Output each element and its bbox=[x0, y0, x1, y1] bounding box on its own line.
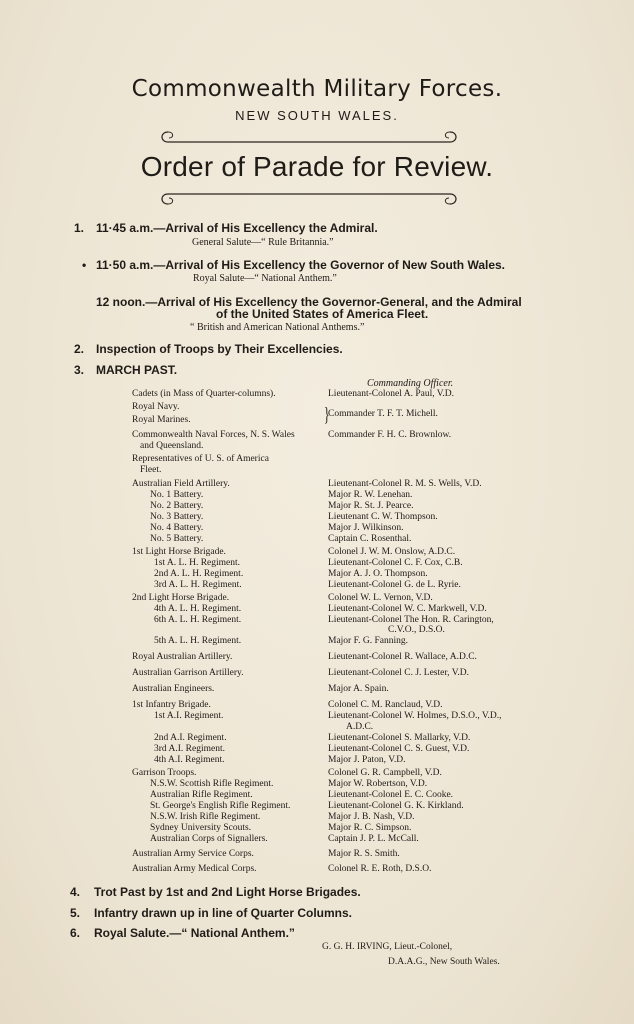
flourish-top bbox=[158, 128, 460, 146]
flourish-bottom bbox=[158, 190, 460, 208]
unit-row: 3rd A. L. H. Regiment. bbox=[154, 580, 242, 590]
arrival-admiral: 11·45 a.m.—Arrival of His Excellency the Admiral. bbox=[96, 221, 378, 235]
officer-row: A.D.C. bbox=[346, 722, 374, 732]
officer-row: Lieutenant-Colonel The Hon. R. Carington, bbox=[328, 615, 494, 625]
officer-row: Colonel W. L. Vernon, V.D. bbox=[328, 593, 433, 603]
item-number: 6. bbox=[70, 926, 81, 940]
officer-row: Major J. B. Nash, V.D. bbox=[328, 812, 415, 822]
unit-row: 1st A.I. Regiment. bbox=[154, 711, 224, 721]
officer-row: Lieutenant C. W. Thompson. bbox=[328, 512, 438, 522]
signature-title: D.A.A.G., New South Wales. bbox=[388, 957, 500, 967]
officer-row: Lieutenant-Colonel W. C. Markwell, V.D. bbox=[328, 604, 487, 614]
unit-row: No. 3 Battery. bbox=[150, 512, 204, 522]
officer-row: Colonel R. E. Roth, D.S.O. bbox=[328, 864, 432, 874]
officer-row: Lieutenant-Colonel R. M. S. Wells, V.D. bbox=[328, 479, 482, 489]
arrival-governor-general: 12 noon.—Arrival of His Excellency the Governor-General, and the Admiral bbox=[96, 295, 522, 309]
officer-row: Major R. St. J. Pearce. bbox=[328, 501, 414, 511]
unit-row: and Queensland. bbox=[140, 441, 204, 451]
officer-row: Lieutenant-Colonel C. F. Cox, C.B. bbox=[328, 558, 463, 568]
order-title: Order of Parade for Review. bbox=[140, 151, 494, 182]
signature-name: G. G. H. IRVING, Lieut.-Colonel, bbox=[322, 942, 453, 952]
item-march-past: MARCH PAST. bbox=[96, 363, 178, 377]
unit-row: Royal Marines. bbox=[132, 415, 191, 425]
salute-royal: Royal Salute—“ National Anthem.” bbox=[193, 273, 337, 284]
unit-row: N.S.W. Irish Rifle Regiment. bbox=[150, 812, 261, 822]
officer-row: Major R. S. Smith. bbox=[328, 849, 400, 859]
item-infantry: Infantry drawn up in line of Quarter Columns. bbox=[94, 906, 353, 920]
unit-row: Australian Field Artillery. bbox=[132, 479, 230, 489]
officer-row: Lieutenant-Colonel C. J. Lester, V.D. bbox=[328, 668, 469, 678]
unit-row: Australian Garrison Artillery. bbox=[132, 668, 244, 678]
officer-row: Lieutenant-Colonel E. C. Cooke. bbox=[328, 790, 454, 800]
arrival-governor: 11·50 a.m.—Arrival of His Excellency the Governor of New South Wales. bbox=[96, 258, 506, 272]
officer-row: Major A. J. O. Thompson. bbox=[328, 569, 428, 579]
officer-row: Lieutenant-Colonel G. de L. Ryrie. bbox=[328, 580, 461, 590]
officer-row: Major A. Spain. bbox=[328, 684, 389, 694]
salute-anthems: “ British and American National Anthems.” bbox=[190, 322, 365, 333]
officer-row: Colonel J. W. M. Onslow, A.D.C. bbox=[328, 547, 456, 557]
unit-row: N.S.W. Scottish Rifle Regiment. bbox=[150, 779, 274, 789]
unit-row: 1st A. L. H. Regiment. bbox=[154, 558, 241, 568]
unit-row: 5th A. L. H. Regiment. bbox=[154, 636, 242, 646]
item-number: 4. bbox=[70, 885, 81, 899]
item-royal-salute: Royal Salute.—“ National Anthem.” bbox=[94, 926, 295, 940]
unit-row: Representatives of U. S. of America bbox=[132, 454, 269, 464]
unit-row: No. 2 Battery. bbox=[150, 501, 204, 511]
officer-row: Commander F. H. C. Brownlow. bbox=[328, 430, 452, 440]
officer-row: Captain C. Rosenthal. bbox=[328, 534, 412, 544]
unit-row: 2nd Light Horse Brigade. bbox=[132, 593, 230, 603]
officer-row: Lieutenant-Colonel A. Paul, V.D. bbox=[328, 389, 455, 399]
salute-general: General Salute—“ Rule Britannia.” bbox=[192, 237, 334, 248]
item-number: 2. bbox=[74, 342, 85, 356]
officer-row: Commander T. F. T. Michell. bbox=[328, 409, 438, 419]
unit-row: Royal Australian Artillery. bbox=[132, 652, 233, 662]
unit-row: 4th A.I. Regiment. bbox=[154, 755, 225, 765]
unit-row: Commonwealth Naval Forces, N. S. Wales bbox=[132, 430, 295, 440]
unit-row: 2nd A. L. H. Regiment. bbox=[154, 569, 244, 579]
commanding-officer-header: Commanding Officer. bbox=[367, 378, 454, 389]
unit-row: 3rd A.I. Regiment. bbox=[154, 744, 225, 754]
unit-row: Australian Army Medical Corps. bbox=[132, 864, 257, 874]
officer-row: Major J. Wilkinson. bbox=[328, 523, 404, 533]
arrival-governor-general-cont: of the United States of America Fleet. bbox=[216, 307, 429, 321]
officer-row: Lieutenant-Colonel G. K. Kirkland. bbox=[328, 801, 464, 811]
item-inspection: Inspection of Troops by Their Excellencies. bbox=[96, 342, 343, 356]
officer-row: Major R. W. Lenehan. bbox=[328, 490, 413, 500]
page-subtitle: NEW SOUTH WALES. bbox=[235, 108, 399, 123]
officer-row: Major W. Robertson, V.D. bbox=[328, 779, 428, 789]
item-trot-past: Trot Past by 1st and 2nd Light Horse Brigades. bbox=[94, 885, 361, 899]
unit-row: 1st Light Horse Brigade. bbox=[132, 547, 226, 557]
item-number: 1. bbox=[74, 221, 85, 235]
officer-row: Colonel G. R. Campbell, V.D. bbox=[328, 768, 442, 778]
unit-row: No. 1 Battery. bbox=[150, 490, 204, 500]
unit-row: 6th A. L. H. Regiment. bbox=[154, 615, 242, 625]
unit-row: Australian Rifle Regiment. bbox=[150, 790, 253, 800]
unit-row: St. George's English Rifle Regiment. bbox=[150, 801, 291, 811]
item-number: 3. bbox=[74, 363, 85, 377]
page-title: Commonwealth Military Forces. bbox=[131, 76, 503, 102]
officer-row: Lieutenant-Colonel S. Mallarky, V.D. bbox=[328, 733, 471, 743]
unit-row: 2nd A.I. Regiment. bbox=[154, 733, 227, 743]
officer-row: Lieutenant-Colonel R. Wallace, A.D.C. bbox=[328, 652, 477, 662]
unit-row: Royal Navy. bbox=[132, 402, 180, 412]
unit-row: Sydney University Scouts. bbox=[150, 823, 252, 833]
officer-row: Lieutenant-Colonel C. S. Guest, V.D. bbox=[328, 744, 470, 754]
unit-row: 1st Infantry Brigade. bbox=[132, 700, 211, 710]
brace-symbol: } bbox=[323, 404, 330, 426]
officer-row: Major F. G. Fanning. bbox=[328, 636, 408, 646]
unit-row: Australian Army Service Corps. bbox=[132, 849, 254, 859]
item-bullet: • bbox=[82, 258, 87, 272]
unit-row: Cadets (in Mass of Quarter-columns). bbox=[132, 389, 276, 399]
unit-row: Australian Corps of Signallers. bbox=[150, 834, 268, 844]
item-number: 5. bbox=[70, 906, 81, 920]
officer-row: Lieutenant-Colonel W. Holmes, D.S.O., V.D., bbox=[328, 711, 502, 721]
officer-row: Major R. C. Simpson. bbox=[328, 823, 412, 833]
unit-row: Fleet. bbox=[140, 465, 162, 475]
officer-row: Colonel C. M. Ranclaud, V.D. bbox=[328, 700, 443, 710]
officer-row: Captain J. P. L. McCall. bbox=[328, 834, 419, 844]
unit-row: Garrison Troops. bbox=[132, 768, 197, 778]
unit-row: No. 5 Battery. bbox=[150, 534, 204, 544]
officer-row: C.V.O., D.S.O. bbox=[388, 625, 445, 635]
officer-row: Major J. Paton, V.D. bbox=[328, 755, 406, 765]
unit-row: 4th A. L. H. Regiment. bbox=[154, 604, 242, 614]
unit-row: Australian Engineers. bbox=[132, 684, 215, 694]
unit-row: No. 4 Battery. bbox=[150, 523, 204, 533]
